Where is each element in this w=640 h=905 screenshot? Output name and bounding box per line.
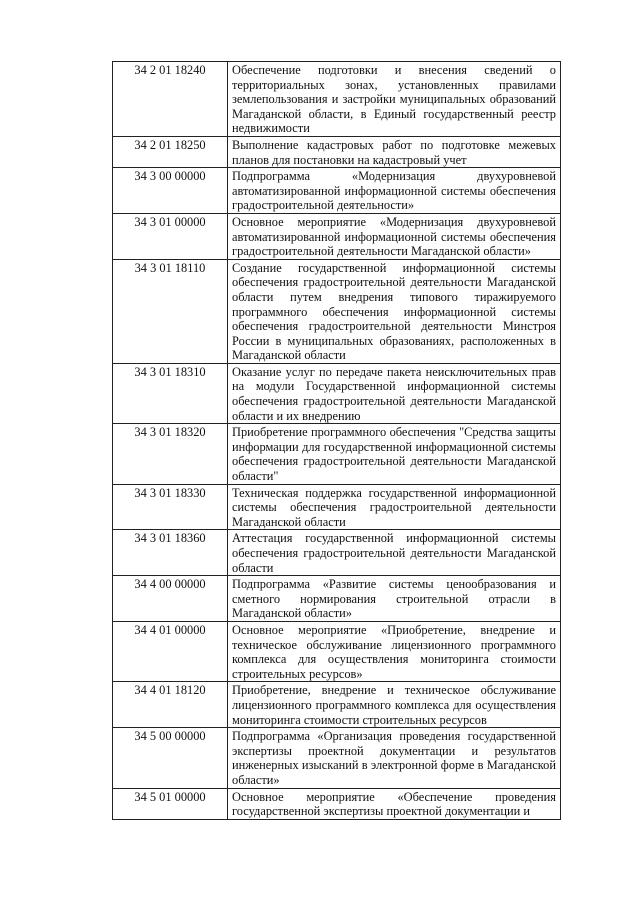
item-description: Аттестация государственной информационной системы обеспечения градостроительной деятельности Магаданской области <box>228 530 561 576</box>
classification-code: 34 4 01 18120 <box>113 682 228 728</box>
table-row <box>113 136 561 167</box>
item-description: Выполнение кадастровых работ по подготовке межевых планов для постановки на кадастровый учет <box>228 136 561 167</box>
item-description: Обеспечение подготовки и внесения сведений о территориальных зонах, установленных правилами землепользования и застройки муниципальных образований Магаданской области, в Единый государственный реестр недвижимости <box>228 62 561 137</box>
classification-code: 34 3 01 18310 <box>113 363 228 423</box>
table-row <box>113 62 561 137</box>
item-description: Основное мероприятие «Модернизация двухуровневой автоматизированной информационной системы обеспечения градостроительной деятельности Магаданской области» <box>228 213 561 259</box>
item-description: Создание государственной информационной системы обеспечения градостроительной деятельности Магаданской области путем внедрения типового тиражируемого программного обеспечения информационной системы обеспечения градостроительной деятельности Минстроя России в муниципальных образованиях, расположенных в Магаданской области <box>228 259 561 363</box>
item-description: Техническая поддержка государственной информационной системы обеспечения градостроительной деятельности Магаданской области <box>228 484 561 530</box>
classification-code: 34 2 01 18250 <box>113 136 228 167</box>
table-row <box>113 168 561 214</box>
item-description: Подпрограмма «Организация проведения государственной экспертизы проектной документации и результатов инженерных изысканий в электронной форме в Магаданской области» <box>228 728 561 788</box>
item-description: Оказание услуг по передаче пакета неисключительных прав на модули Государственной информационной системы обеспечения градостроительной деятельности Магаданской области и их внедрению <box>228 363 561 423</box>
classification-code: 34 3 01 18360 <box>113 530 228 576</box>
item-description: Подпрограмма «Развитие системы ценообразования и сметного нормирования строительной отрасли в Магаданской области» <box>228 576 561 622</box>
table-row <box>113 424 561 484</box>
table-row <box>113 728 561 788</box>
item-description: Основное мероприятие «Приобретение, внедрение и техническое обслуживание лицензионного программного комплекса для осуществления мониторинга стоимости строительных ресурсов» <box>228 621 561 681</box>
classification-code: 34 5 00 00000 <box>113 728 228 788</box>
item-description: Приобретение, внедрение и техническое обслуживание лицензионного программного комплекса для осуществления мониторинга стоимости строительных ресурсов <box>228 682 561 728</box>
classification-code: 34 3 00 00000 <box>113 168 228 214</box>
item-description: Основное мероприятие «Обеспечение проведения государственной экспертизы проектной документации и <box>228 788 561 819</box>
table-row <box>113 213 561 259</box>
classification-code: 34 5 01 00000 <box>113 788 228 819</box>
classification-code: 34 3 01 18330 <box>113 484 228 530</box>
table-body <box>113 62 561 820</box>
item-description: Приобретение программного обеспечения "Средства защиты информации для государственной информационной системы обеспечения градостроительной деятельности Магаданской области" <box>228 424 561 484</box>
classification-code: 34 2 01 18240 <box>113 62 228 137</box>
table-row <box>113 621 561 681</box>
table-row <box>113 484 561 530</box>
item-description: Подпрограмма «Модернизация двухуровневой автоматизированной информационной системы обеспечения градостроительной деятельности» <box>228 168 561 214</box>
table-row <box>113 576 561 622</box>
classification-code: 34 3 01 18110 <box>113 259 228 363</box>
classification-code: 34 4 01 00000 <box>113 621 228 681</box>
table-row <box>113 530 561 576</box>
classification-code: 34 3 01 18320 <box>113 424 228 484</box>
table-row <box>113 682 561 728</box>
table-row <box>113 788 561 819</box>
classification-code: 34 3 01 00000 <box>113 213 228 259</box>
budget-classification-table <box>112 61 561 820</box>
table-row <box>113 259 561 363</box>
table-row <box>113 363 561 423</box>
classification-code: 34 4 00 00000 <box>113 576 228 622</box>
